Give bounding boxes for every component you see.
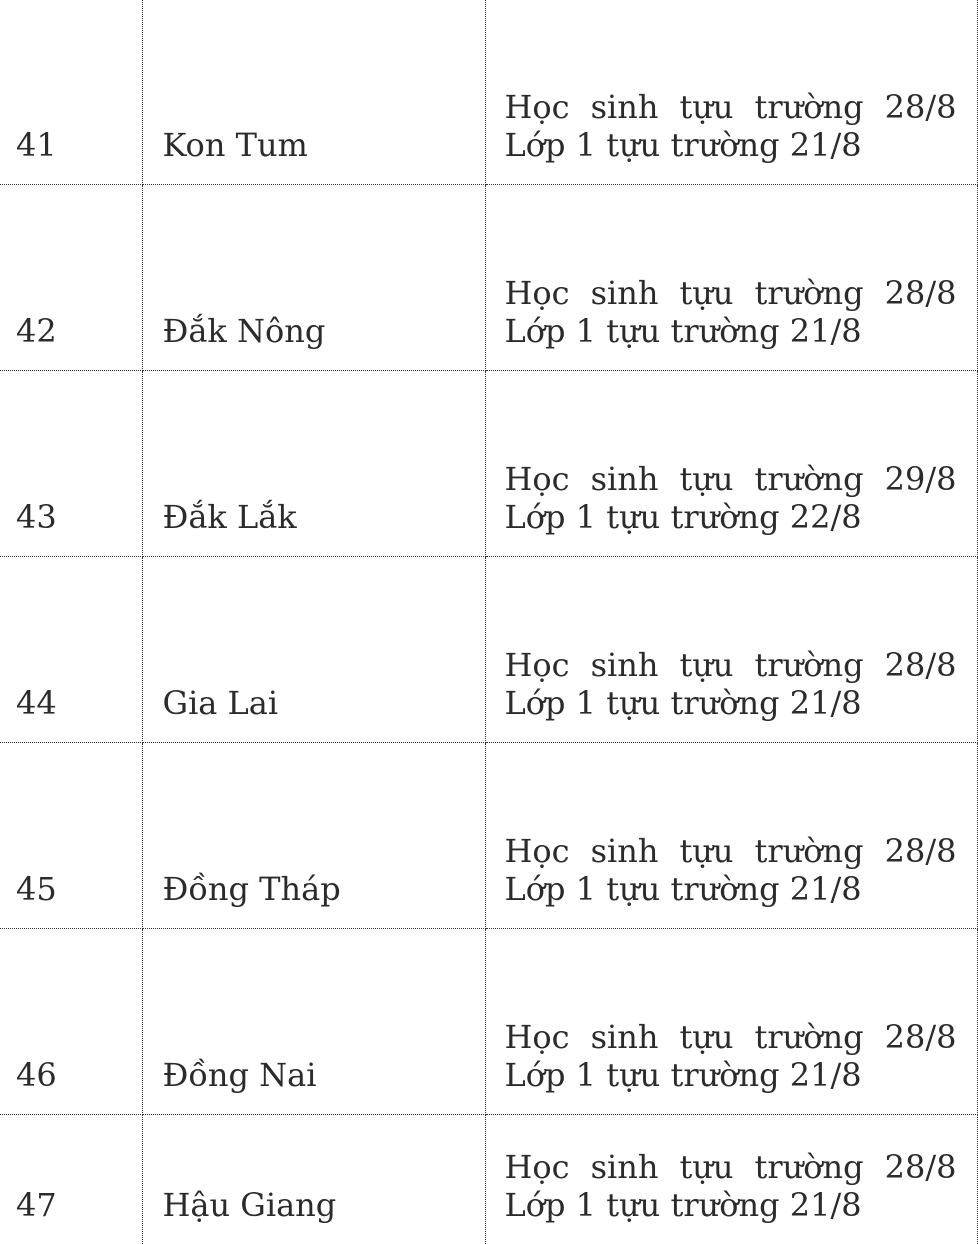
table-row bbox=[0, 370, 977, 556]
province-name: Kon Tum bbox=[142, 0, 485, 184]
schedule-info bbox=[485, 556, 977, 742]
row-number: 42 bbox=[0, 184, 142, 370]
province-name: Hậu Giang bbox=[142, 1114, 485, 1244]
table-row bbox=[0, 928, 977, 1114]
grade1-start-date: Lớp 1 tựu trường 21/8 bbox=[504, 869, 862, 908]
grade1-start-date: Lớp 1 tựu trường 21/8 bbox=[504, 683, 862, 722]
student-start-date: Học sinh tựu trường 28/8 bbox=[504, 831, 957, 870]
schedule-info bbox=[485, 1114, 977, 1244]
row-number: 45 bbox=[0, 742, 142, 928]
province-name: Đắk Nông bbox=[142, 184, 485, 370]
schedule-info bbox=[485, 184, 977, 370]
row-number: 43 bbox=[0, 370, 142, 556]
table-row bbox=[0, 742, 977, 928]
grade1-start-date: Lớp 1 tựu trường 21/8 bbox=[504, 1186, 862, 1224]
student-start-date: Học sinh tựu trường 28/8 bbox=[504, 87, 957, 126]
province-name: Gia Lai bbox=[142, 556, 485, 742]
province-name: Đắk Lắk bbox=[142, 370, 485, 556]
schedule-info bbox=[485, 0, 977, 184]
province-name: Đồng Tháp bbox=[142, 742, 485, 928]
grade1-start-date: Lớp 1 tựu trường 21/8 bbox=[504, 311, 862, 350]
schedule-info bbox=[485, 370, 977, 556]
province-name: Đồng Nai bbox=[142, 928, 485, 1114]
student-start-date: Học sinh tựu trường 28/8 bbox=[504, 273, 957, 312]
row-number: 46 bbox=[0, 928, 142, 1114]
row-number: 41 bbox=[0, 0, 142, 184]
student-start-date: Học sinh tựu trường 29/8 bbox=[504, 459, 957, 498]
table-row bbox=[0, 184, 977, 370]
table-row bbox=[0, 0, 977, 184]
table-row bbox=[0, 556, 977, 742]
student-start-date: Học sinh tựu trường 28/8 bbox=[504, 645, 957, 684]
student-start-date: Học sinh tựu trường 28/8 bbox=[504, 1017, 957, 1056]
grade1-start-date: Lớp 1 tựu trường 21/8 bbox=[504, 1055, 862, 1094]
grade1-start-date: Lớp 1 tựu trường 22/8 bbox=[504, 497, 862, 536]
row-number: 47 bbox=[0, 1114, 142, 1244]
schedule-info bbox=[485, 742, 977, 928]
grade1-start-date: Lớp 1 tựu trường 21/8 bbox=[504, 125, 862, 164]
student-start-date: Học sinh tựu trường 28/8 bbox=[504, 1148, 957, 1186]
table-row bbox=[0, 1114, 977, 1244]
row-number: 44 bbox=[0, 556, 142, 742]
schedule-info bbox=[485, 928, 977, 1114]
